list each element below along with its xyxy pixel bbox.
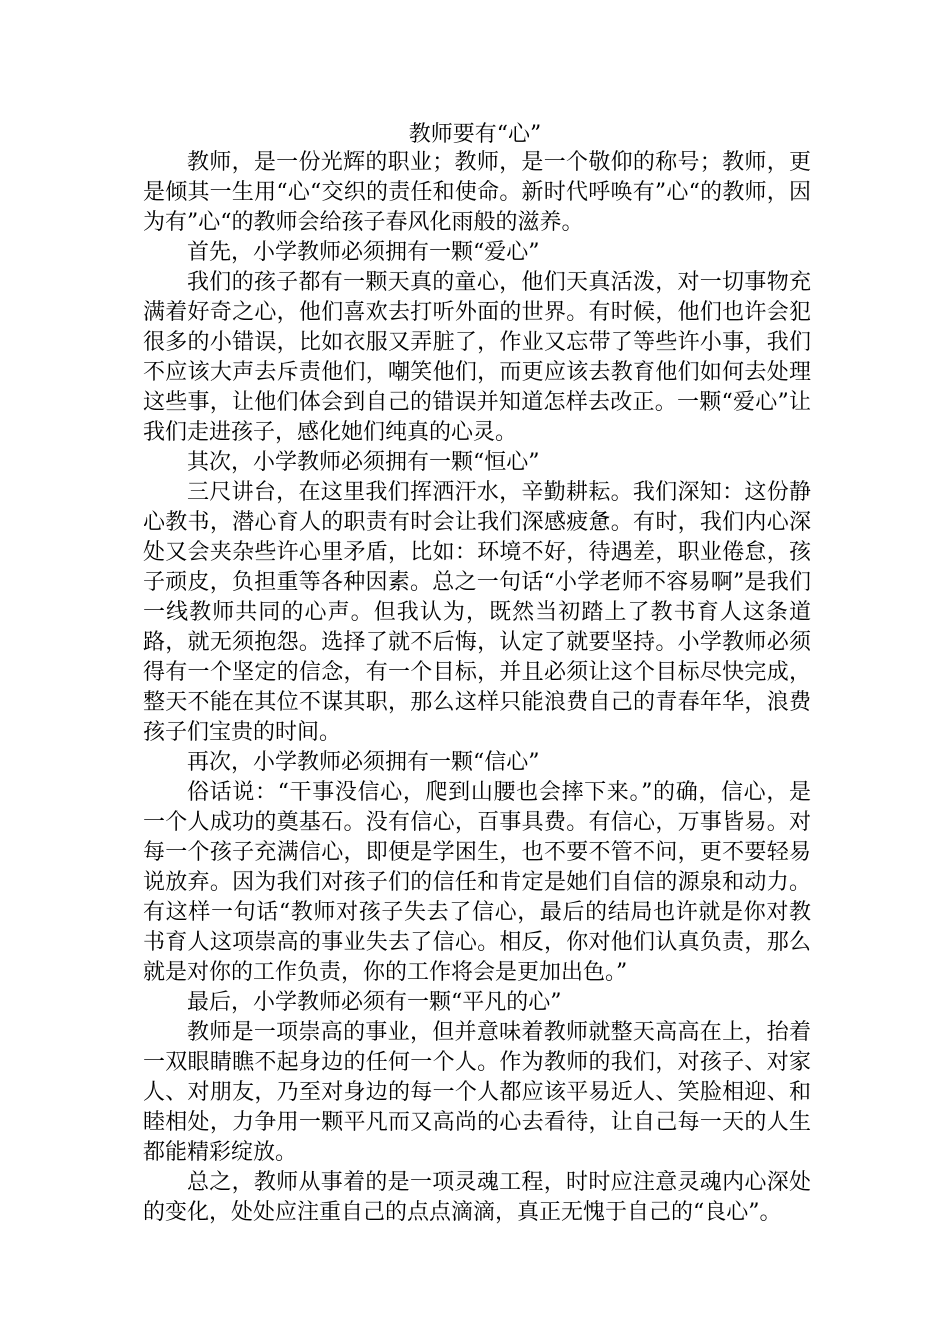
love-paragraph: 我们的孩子都有一颗天真的童心，他们天真活泼，对一切事物充满着好奇之心，他们喜欢去打听外面的世界。有时候，他们也许会犯很多的小错误，比如衣服又弄脏了，作业又忘带了等些许小事，我们不应该大声去斥责他们，嘲笑他们，而更应该去教育他们如何去处理这些事，让他们体会到自己的错误并知道怎样去改正。一颗“爱心”让我们走进孩子，感化她们纯真的心灵。 [143,270,811,445]
section-heading-perseverance: 其次，小学教师必须拥有一颗“恒心” [187,450,540,475]
document-title: 教师要有“心” [408,122,542,147]
section-heading-love: 首先，小学教师必须拥有一颗“爱心” [187,240,540,265]
document-body [143,148,811,1228]
ordinary-heart-paragraph: 教师是一项崇高的事业，但并意味着教师就整天高高在上，抬着一双眼睛瞧不起身边的任何一个人。作为教师的我们，对孩子、对家人、对朋友，乃至对身边的每一个人都应该平易近人、笑脸相迎、和睦相处，力争用一颗平凡而又高尚的心去看待，让自己每一天的人生都能精彩绽放。 [143,1020,811,1165]
intro-paragraph: 教师，是一份光辉的职业；教师，是一个敬仰的称号；教师，更是倾其一生用“心“交织的责任和使命。新时代呼唤有”心“的教师，因为有”心“的教师会给孩子春风化雨般的滋养。 [143,150,811,235]
section-heading-ordinary-heart: 最后，小学教师必须有一颗“平凡的心” [187,990,562,1015]
section-heading-confidence: 再次，小学教师必须拥有一颗“信心” [187,750,540,775]
perseverance-paragraph: 三尺讲台，在这里我们挥洒汗水，辛勤耕耘。我们深知：这份静心教书，潜心育人的职责有时会让我们深感疲惫。有时，我们内心深处又会夹杂些许心里矛盾，比如：环境不好，待遇差，职业倦怠，孩子顽皮，负担重等各种因素。总之一句话“小学老师不容易啊”是我们一线教师共同的心声。但我认为，既然当初踏上了教书育人这条道路，就无须抱怨。选择了就不后悔，认定了就要坚持。小学教师必须得有一个坚定的信念，有一个目标，并且必须让这个目标尽快完成，整天不能在其位不谋其职，那么这样只能浪费自己的青春年华，浪费孩子们宝贵的时间。 [143,480,811,745]
confidence-paragraph: 俗话说：“干事没信心，爬到山腰也会摔下来。”的确，信心，是一个人成功的奠基石。没有信心，百事具费。有信心，万事皆易。对每一个孩子充满信心，即便是学困生，也不要不管不问，更不要轻易说放弃。因为我们对孩子们的信任和肯定是她们自信的源泉和动力。有这样一句话“教师对孩子失去了信心，最后的结局也许就是你对教书育人这项崇高的事业失去了信心。相反，你对他们认真负责，那么就是对你的工作负责，你的工作将会是更加出色。” [143,780,811,985]
conclusion-paragraph: 总之，教师从事着的是一项灵魂工程，时时应注意灵魂内心深处的变化，处处应注重自己的点点滴滴，真正无愧于自己的“良心”。 [143,1170,811,1225]
